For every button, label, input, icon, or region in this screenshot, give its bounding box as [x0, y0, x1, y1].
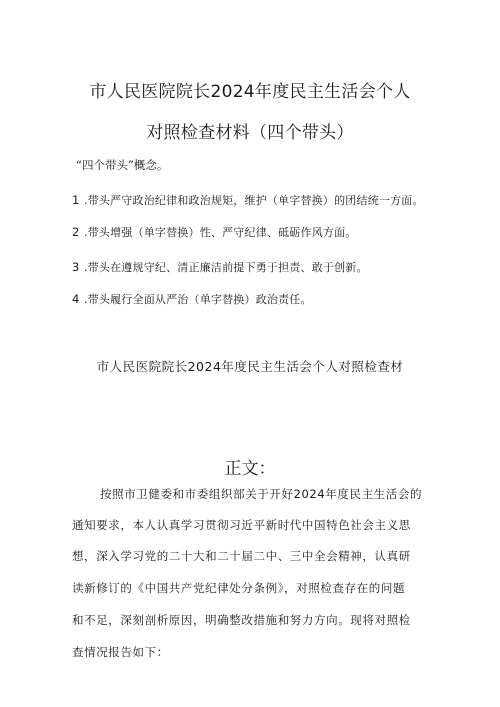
list-item-text: .带头严守政治纪律和政治规矩，维护（单字替换）的团结统一方面。 [84, 194, 424, 207]
body-paragraph-line: 想，深入学习党的二十大和二十届二中、三中全会精神，认真研 [72, 549, 411, 563]
document-title-line-2: 对照检查材料（四个带头） [146, 123, 354, 143]
list-item-number: 1 [72, 193, 80, 207]
body-paragraph-line: 和不足，深刻剖析原因，明确整改措施和努力方向。现将对照检 [72, 613, 411, 627]
body-heading: 正文： [224, 459, 276, 479]
section-subtitle: 市人民医院院长2024年度民主生活会个人对照检查材 [96, 359, 404, 374]
list-item-number: 4 [72, 292, 80, 306]
body-paragraph-line: 查情况报告如下： [72, 645, 169, 659]
list-item [72, 259, 368, 275]
body-paragraph-line: 通知要求，本人认真学习贯彻习近平新时代中国特色社会主义思 [72, 518, 411, 532]
list-item-text: .带头履行全面从严治（单字替换）政治责任。 [84, 293, 312, 306]
list-item-text: .带头增强（单字替换）性、严守纪律、砥砺作风方面。 [84, 226, 357, 239]
body-paragraph-line: 按照市卫健委和市委组织部关于开好2024年度民主生活会的 [100, 487, 423, 501]
document-title-line-1: 市人民医院院长2024年度民主生活会个人 [89, 82, 411, 102]
list-item-number: 3 [72, 260, 80, 274]
body-paragraph-line: 读新修订的《中国共产党纪律处分条例》，对照检查存在的问题 [72, 581, 406, 595]
list-item-number: 2 [72, 225, 80, 239]
list-item [72, 192, 424, 208]
list-item-text: .带头在遵规守纪、清正廉洁前提下勇于担责、敢于创新。 [84, 261, 368, 274]
list-item [72, 291, 312, 307]
list-item [72, 224, 357, 240]
concept-intro: “四个带头”概念。 [76, 158, 169, 172]
